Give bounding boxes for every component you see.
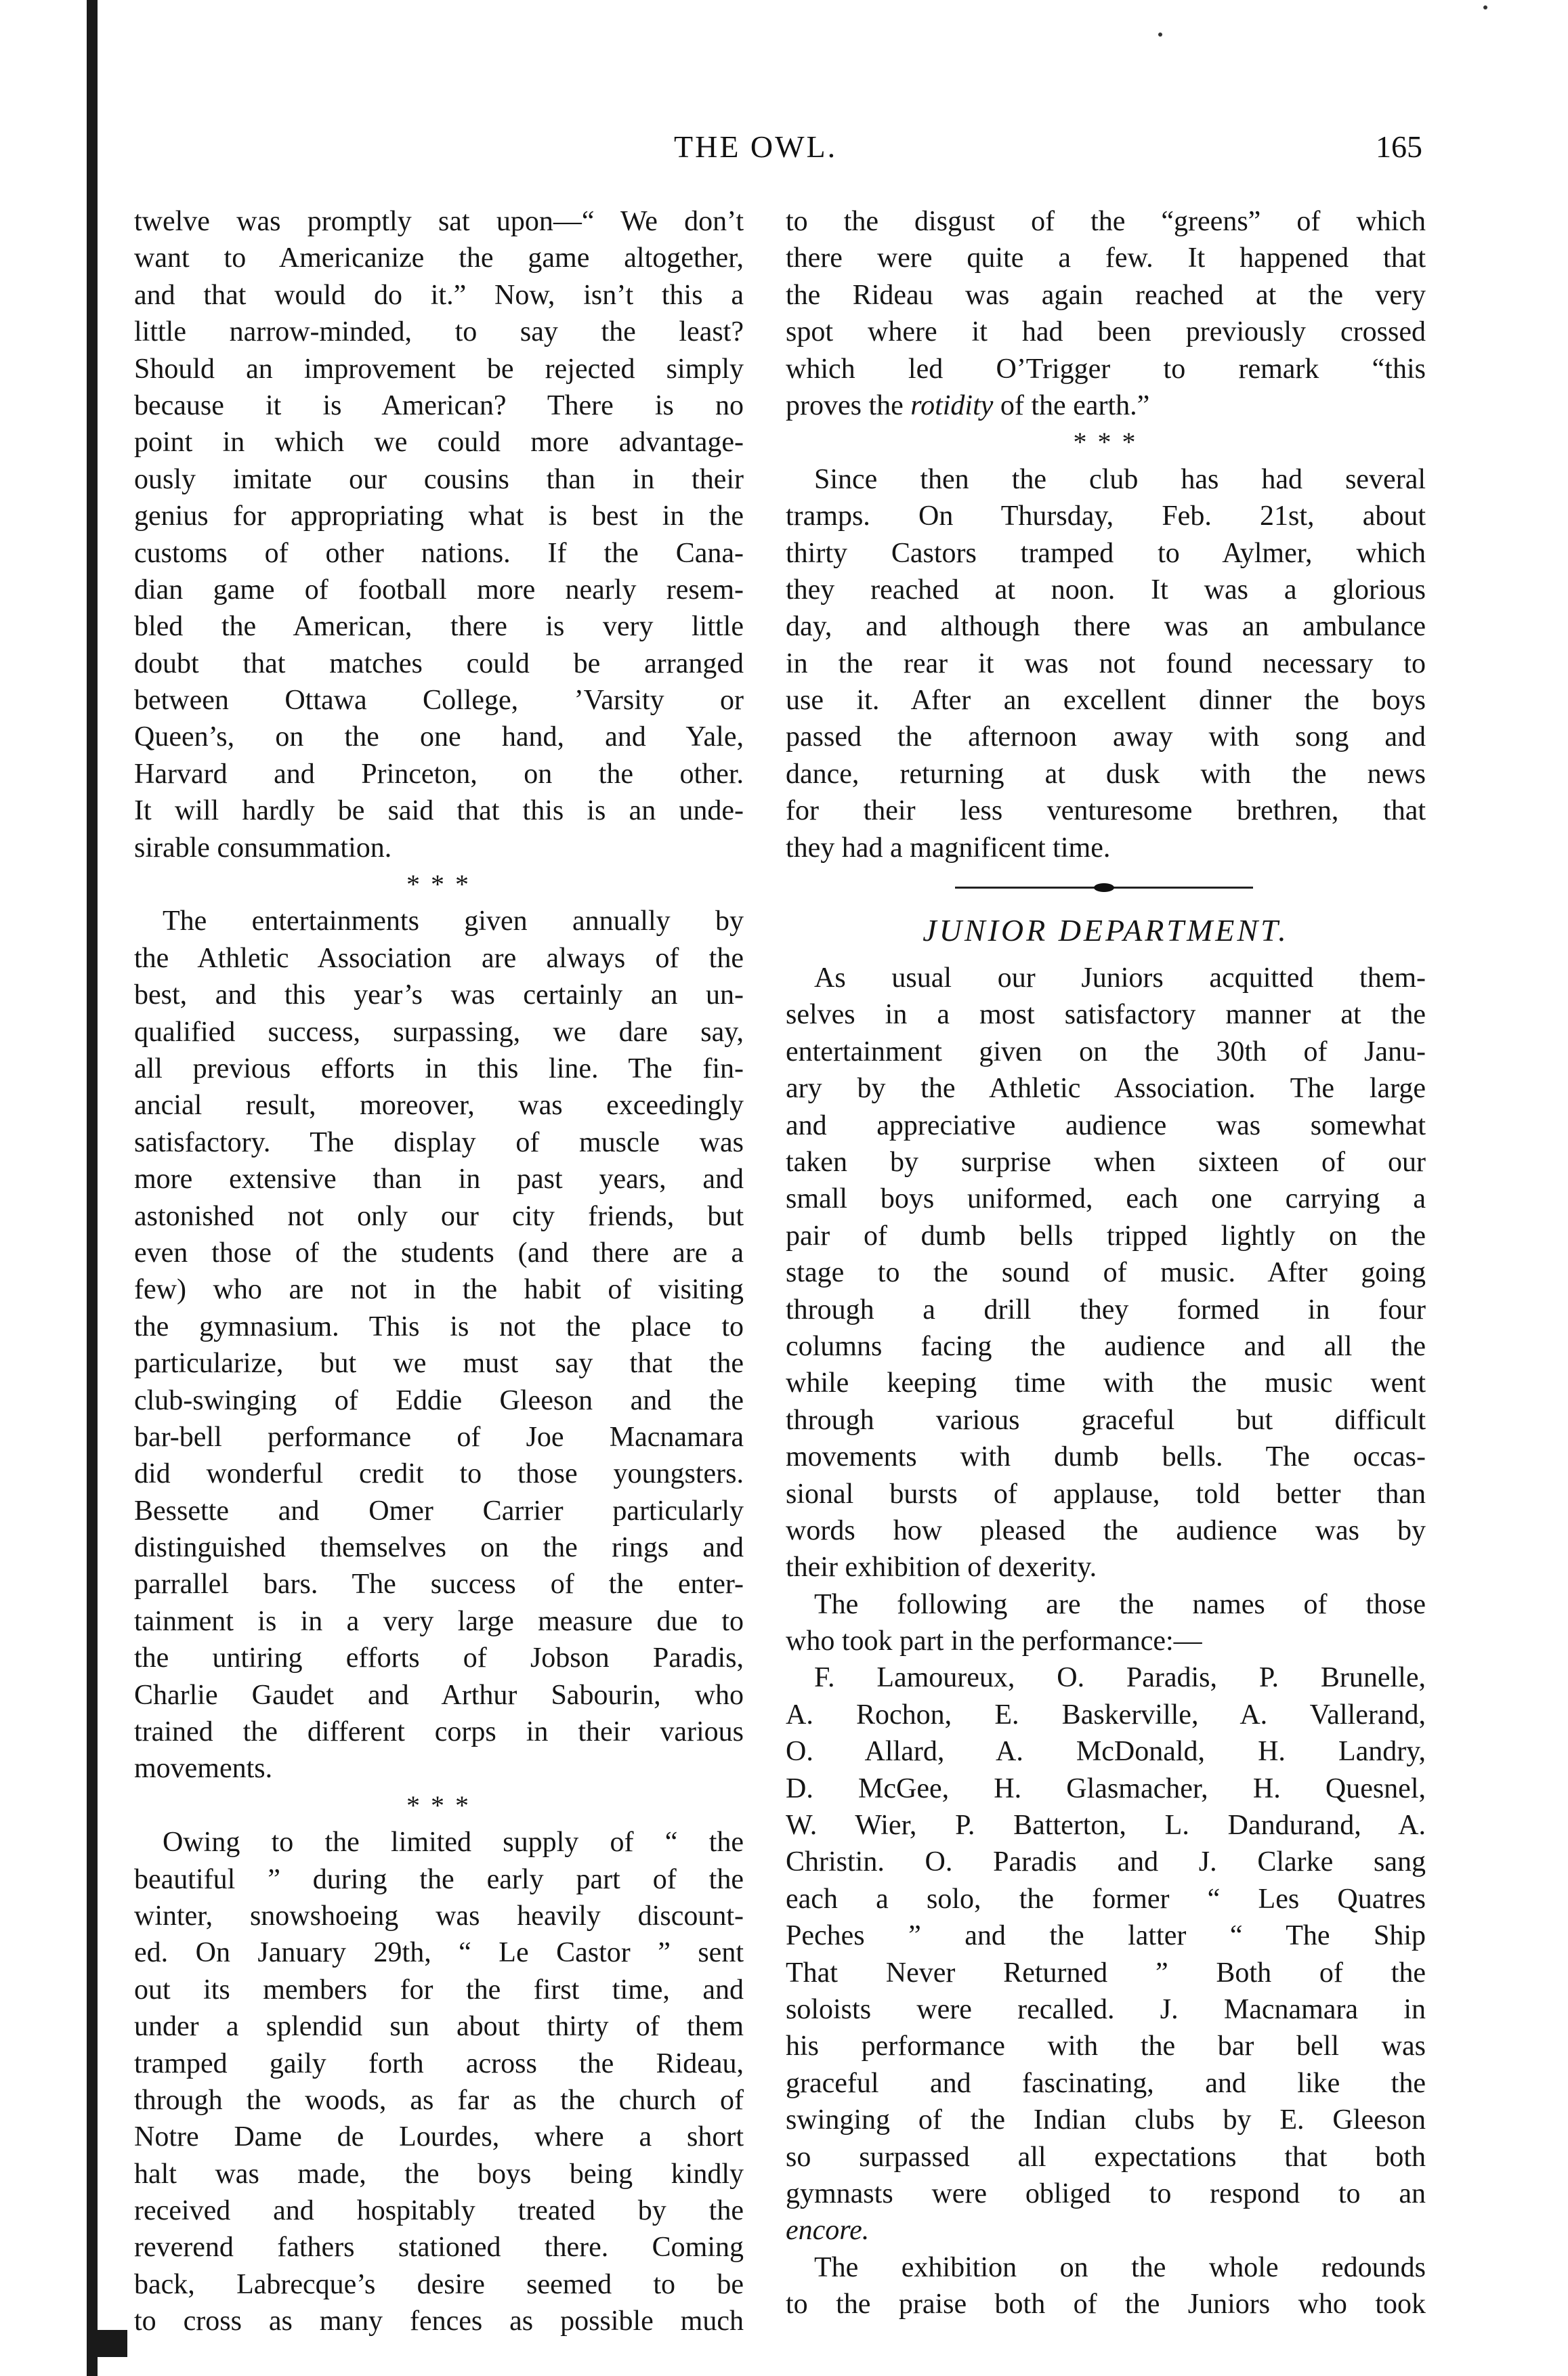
text-line: each a solo, the former “ Les Quatres	[786, 1883, 1426, 1915]
text-line: Should an improvement be rejected simply	[134, 353, 744, 385]
text-line: best, and this year’s was certainly an un-	[134, 979, 744, 1011]
text-line: halt was made, the boys being kindly	[134, 2158, 744, 2190]
text-line: particularize, but we must say that the	[134, 1348, 744, 1380]
text-line: customs of other nations. If the Cana-	[134, 537, 744, 569]
text-line: passed the afternoon away with song and	[786, 721, 1426, 753]
text-line: A. Rochon, E. Baskerville, A. Vallerand,	[786, 1699, 1426, 1731]
text-line: Notre Dame de Lourdes, where a short	[134, 2121, 744, 2153]
text-line: gymnasts were obliged to respond to an	[786, 2178, 1426, 2209]
divider-ornament	[1094, 883, 1114, 892]
text-line: small boys uniformed, each one carrying a	[786, 1183, 1426, 1215]
text-line: point in which we could more advantage-	[134, 427, 744, 459]
text-line: received and hospitably treated by the	[134, 2195, 744, 2227]
text-line: between Ottawa College, ’Varsity or	[134, 685, 744, 717]
text-line: tainment is in a very large measure due to	[134, 1605, 744, 1637]
text-line: to the praise both of the Juniors who took	[786, 2289, 1426, 2320]
text-line: use it. After an excellent dinner the boys	[786, 685, 1426, 717]
text-line: more extensive than in past years, and	[134, 1164, 744, 1195]
text-line: which led O’Trigger to remark “this	[786, 353, 1426, 385]
text-line: O. Allard, A. McDonald, H. Landry,	[786, 1736, 1426, 1768]
text-line: parrallel bars. The success of the enter-	[134, 1569, 744, 1600]
text-line: proves the rotidity of the earth.”	[786, 389, 1150, 421]
text-line: ancial result, moreover, was exceedingly	[134, 1090, 744, 1122]
journal-title: THE OWL.	[674, 129, 838, 164]
text-line: to the disgust of the “greens” of which	[786, 206, 1426, 237]
text-line: spot where it had been previously crossed	[786, 316, 1426, 348]
text-line: qualified success, surpassing, we dare say,	[134, 1016, 744, 1048]
text-line: bar-bell performance of Joe Macnamara	[134, 1421, 744, 1453]
text-line: in the rear it was not found necessary to	[786, 648, 1426, 679]
text-line: they had a magnificent time.	[786, 832, 1111, 864]
left-text-column	[134, 203, 744, 2340]
text-line: to cross as many fences as possible much	[134, 2306, 744, 2337]
page-number: 165	[1376, 129, 1422, 164]
scan-speck	[1483, 5, 1487, 9]
text-line: back, Labrecque’s desire seemed to be	[134, 2268, 744, 2300]
text-line: movements.	[134, 1753, 273, 1785]
text-line: graceful and fascinating, and like the	[786, 2067, 1426, 2099]
text-line: tramps. On Thursday, Feb. 21st, about	[786, 501, 1426, 532]
text-line: Owing to the limited supply of “ the	[163, 1827, 744, 1859]
text-line: because it is American? There is no	[134, 389, 744, 421]
text-line: little narrow-minded, to say the least?	[134, 316, 744, 348]
text-line: genius for appropriating what is best in the	[134, 501, 744, 532]
text-line: their exhibition of dexerity.	[786, 1552, 1097, 1584]
text-line: for their less venturesome brethren, that	[786, 795, 1426, 827]
running-head	[0, 129, 1568, 176]
scan-binding-edge	[87, 0, 98, 2376]
text-line: taken by surprise when sixteen of our	[786, 1146, 1426, 1178]
text-line: dian game of football more nearly resem-	[134, 574, 744, 606]
text-line: the gymnasium. This is not the place to	[134, 1311, 744, 1342]
text-line: satisfactory. The display of muscle was	[134, 1126, 744, 1158]
section-divider-rule	[786, 866, 1426, 910]
section-heading: JUNIOR DEPARTMENT.	[923, 913, 1289, 948]
text-line: under a splendid sun about thirty of them	[134, 2011, 744, 2043]
text-line: they reached at noon. It was a glorious	[786, 574, 1426, 606]
text-line: As usual our Juniors acquitted them-	[814, 962, 1426, 994]
text-line: ed. On January 29th, “ Le Castor ” sent	[134, 1937, 744, 1969]
scan-binding-mark	[87, 2330, 127, 2357]
text-line: the Athletic Association are always of the	[134, 942, 744, 974]
section-separator-asterisks: * * *	[1073, 427, 1139, 458]
text-line: through various graceful but difficult	[786, 1404, 1426, 1436]
text-line: Queen’s, on the one hand, and Yale,	[134, 721, 744, 753]
text-line: Christin. O. Paradis and J. Clarke sang	[786, 1846, 1426, 1878]
text-line: and that would do it.” Now, isn’t this a	[134, 279, 744, 311]
text-line: tramped gaily forth across the Rideau,	[134, 2048, 744, 2079]
text-line: through the woods, as far as the church of	[134, 2084, 744, 2116]
italic-word: encore.	[786, 2215, 870, 2247]
text-line: F. Lamoureux, O. Paradis, P. Brunelle,	[814, 1662, 1426, 1694]
text-line: entertainment given on the 30th of Janu-	[786, 1036, 1426, 1067]
text-line: sirable consummation.	[134, 832, 392, 864]
section-separator-asterisks: * * *	[406, 869, 471, 900]
italic-word: rotidity	[910, 389, 994, 421]
text-line: his performance with the bar bell was	[786, 2031, 1426, 2062]
text-line: club-swinging of Eddie Gleeson and the	[134, 1384, 744, 1416]
text-line: few) who are not in the habit of visiting	[134, 1274, 744, 1306]
text-line: even those of the students (and there are a	[134, 1237, 744, 1269]
text-line: the Rideau was again reached at the very	[786, 279, 1426, 311]
text-line: doubt that matches could be arranged	[134, 648, 744, 679]
text-line: beautiful ” during the early part of the	[134, 1863, 744, 1895]
text-line: Bessette and Omer Carrier particularly	[134, 1495, 744, 1527]
text-line: soloists were recalled. J. Macnamara in	[786, 1993, 1426, 2025]
text-line: W. Wier, P. Batterton, L. Dandurand, A.	[786, 1810, 1426, 1842]
text-line: The entertainments given annually by	[163, 906, 744, 937]
text-line: bled the American, there is very little	[134, 611, 744, 643]
text-line: D. McGee, H. Glasmacher, H. Quesnel,	[786, 1773, 1426, 1804]
text-line: words how pleased the audience was by	[786, 1514, 1426, 1546]
text-line: sional bursts of applause, told better than	[786, 1478, 1426, 1510]
text-line: did wonderful credit to those youngsters.	[134, 1458, 744, 1490]
text-line: trained the different corps in their various	[134, 1716, 744, 1748]
text-line: ary by the Athletic Association. The large	[786, 1073, 1426, 1105]
text-line: Charlie Gaudet and Arthur Sabourin, who	[134, 1679, 744, 1711]
text-line: Peches ” and the latter “ The Ship	[786, 1920, 1426, 1952]
text-line: The exhibition on the whole redounds	[814, 2251, 1426, 2283]
text-line: want to Americanize the game altogether,	[134, 242, 744, 274]
text-line: The following are the names of those	[814, 1588, 1426, 1620]
text-line: there were quite a few. It happened that	[786, 242, 1426, 274]
text-line: who took part in the performance:—	[786, 1626, 1202, 1657]
text-line: Since then the club has had several	[814, 463, 1426, 495]
text-line: columns facing the audience and all the	[786, 1330, 1426, 1362]
text-line: ously imitate our cousins than in their	[134, 463, 744, 495]
text-line: movements with dumb bells. The occas-	[786, 1441, 1426, 1473]
text-line: pair of dumb bells tripped lightly on the	[786, 1220, 1426, 1252]
text-line: That Never Returned ” Both of the	[786, 1957, 1426, 1989]
text-line: distinguished themselves on the rings and	[134, 1532, 744, 1564]
text-line: swinging of the Indian clubs by E. Gleeson	[786, 2104, 1426, 2136]
text-line: stage to the sound of music. After going	[786, 1257, 1426, 1289]
text-line: all previous efforts in this line. The fin-	[134, 1053, 744, 1084]
text-line: out its members for the first time, and	[134, 1974, 744, 2006]
text-line: so surpassed all expectations that both	[786, 2141, 1426, 2173]
text-line: winter, snowshoeing was heavily discount-	[134, 1900, 744, 1932]
text-line: Harvard and Princeton, on the other.	[134, 758, 744, 790]
right-text-column	[786, 203, 1426, 2322]
text-line: through a drill they formed in four	[786, 1294, 1426, 1325]
text-line: the untiring efforts of Jobson Paradis,	[134, 1642, 744, 1674]
text-line: thirty Castors tramped to Aylmer, which	[786, 537, 1426, 569]
text-line: twelve was promptly sat upon—“ We don’t	[134, 206, 744, 237]
text-line: while keeping time with the music went	[786, 1367, 1426, 1399]
text-line: day, and although there was an ambulance	[786, 611, 1426, 643]
text-line	[786, 2212, 1426, 2249]
text-line: It will hardly be said that this is an unde-	[134, 795, 744, 827]
text-line: reverend fathers stationed there. Coming	[134, 2232, 744, 2264]
text-line: and appreciative audience was somewhat	[786, 1109, 1426, 1141]
text-line: selves in a most satisfactory manner at the	[786, 999, 1426, 1031]
section-separator-asterisks: * * *	[406, 1789, 471, 1821]
scan-speck	[1158, 33, 1162, 37]
text-line: astonished not only our city friends, but	[134, 1200, 744, 1232]
text-line: dance, returning at dusk with the news	[786, 758, 1426, 790]
